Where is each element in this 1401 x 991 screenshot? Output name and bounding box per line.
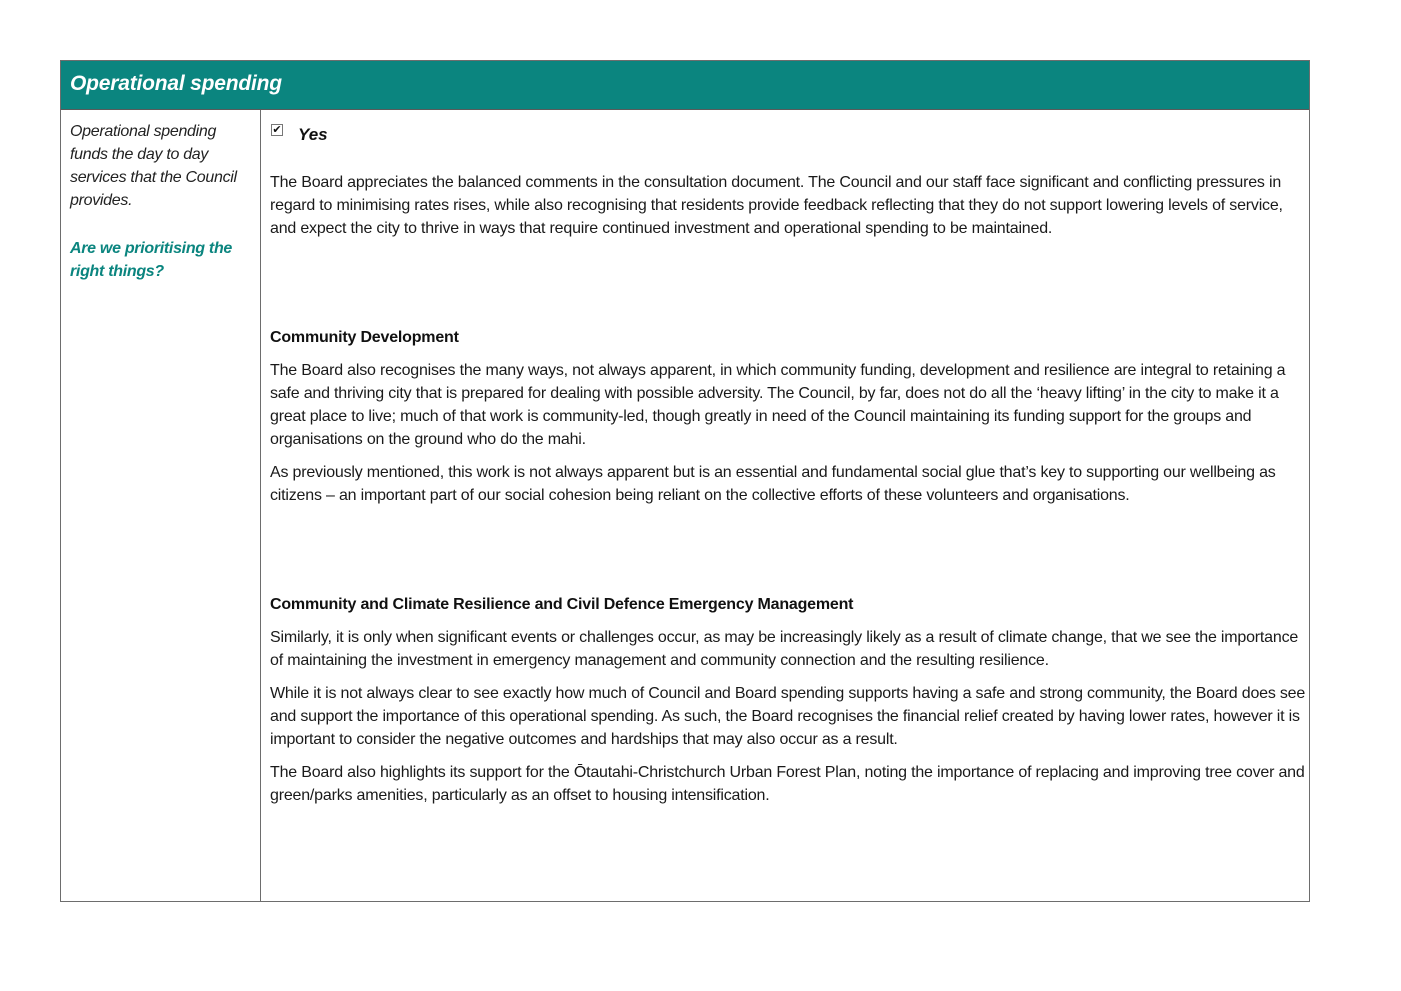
question-prompt: Are we prioritising the right things? [70, 240, 233, 280]
community-development-paragraph-1: The Board also recognises the many ways, not always apparent, in which community funding, development and resilience are integral to retaining a safe and thriving city that is prepared for dealing with possible adversity. The Council, by far, does not do all the ‘heavy lifting’ in the city to make it a great place to live; much of that work is community-led, though greatly in need of the Council maintaining its funding support for the groups and organisations on the ground who do the mahi. [270, 362, 1286, 448]
section-title: Operational spending [70, 72, 282, 95]
climate-resilience-paragraph-3: The Board also highlights its support for the Ōtautahi-Christchurch Urban Forest Plan, noting the importance of replacing and improving tree cover and green/parks amenities, particularly as an offset to housing intensification. [270, 764, 1305, 804]
section-heading-community-development: Community Development [270, 329, 459, 346]
climate-resilience-paragraph-2: While it is not always clear to see exactly how much of Council and Board spending supports having a safe and strong community, the Board does see and support the importance of this operational spending. As such, the Board recognises the financial relief created by having lower rates, however it is important to consider the negative outcomes and hardships that may also occur as a result. [270, 685, 1306, 748]
question-column [61, 110, 261, 901]
intro-paragraph: The Board appreciates the balanced comments in the consultation document. The Council and our staff face significant and conflicting pressures in regard to minimising rates rises, while also recognising that residents provide feedback reflecting that they do not support lowering levels of service, and expect the city to thrive in ways that require continued investment and operational spending to be maintained. [270, 174, 1283, 237]
section-header [61, 61, 1309, 110]
yes-checkbox[interactable]: ✔ [272, 124, 282, 136]
question-description: Operational spending funds the day to day services that the Council provides. [70, 123, 237, 209]
operational-spending-panel [60, 60, 1310, 902]
yes-label: Yes [298, 125, 328, 144]
climate-resilience-paragraph-1: Similarly, it is only when significant events or challenges occur, as may be increasingly likely as a result of climate change, that we see the importance of maintaining the investment in emergency management and community connection and the resulting resilience. [270, 629, 1299, 669]
section-heading-climate-resilience: Community and Climate Resilience and Civil Defence Emergency Management [270, 596, 854, 613]
answer-column [261, 110, 1309, 901]
community-development-paragraph-2: As previously mentioned, this work is not always apparent but is an essential and fundamental social glue that’s key to supporting our wellbeing as citizens – an important part of our social cohesion being reliant on the collective efforts of these volunteers and organisations. [270, 464, 1276, 504]
